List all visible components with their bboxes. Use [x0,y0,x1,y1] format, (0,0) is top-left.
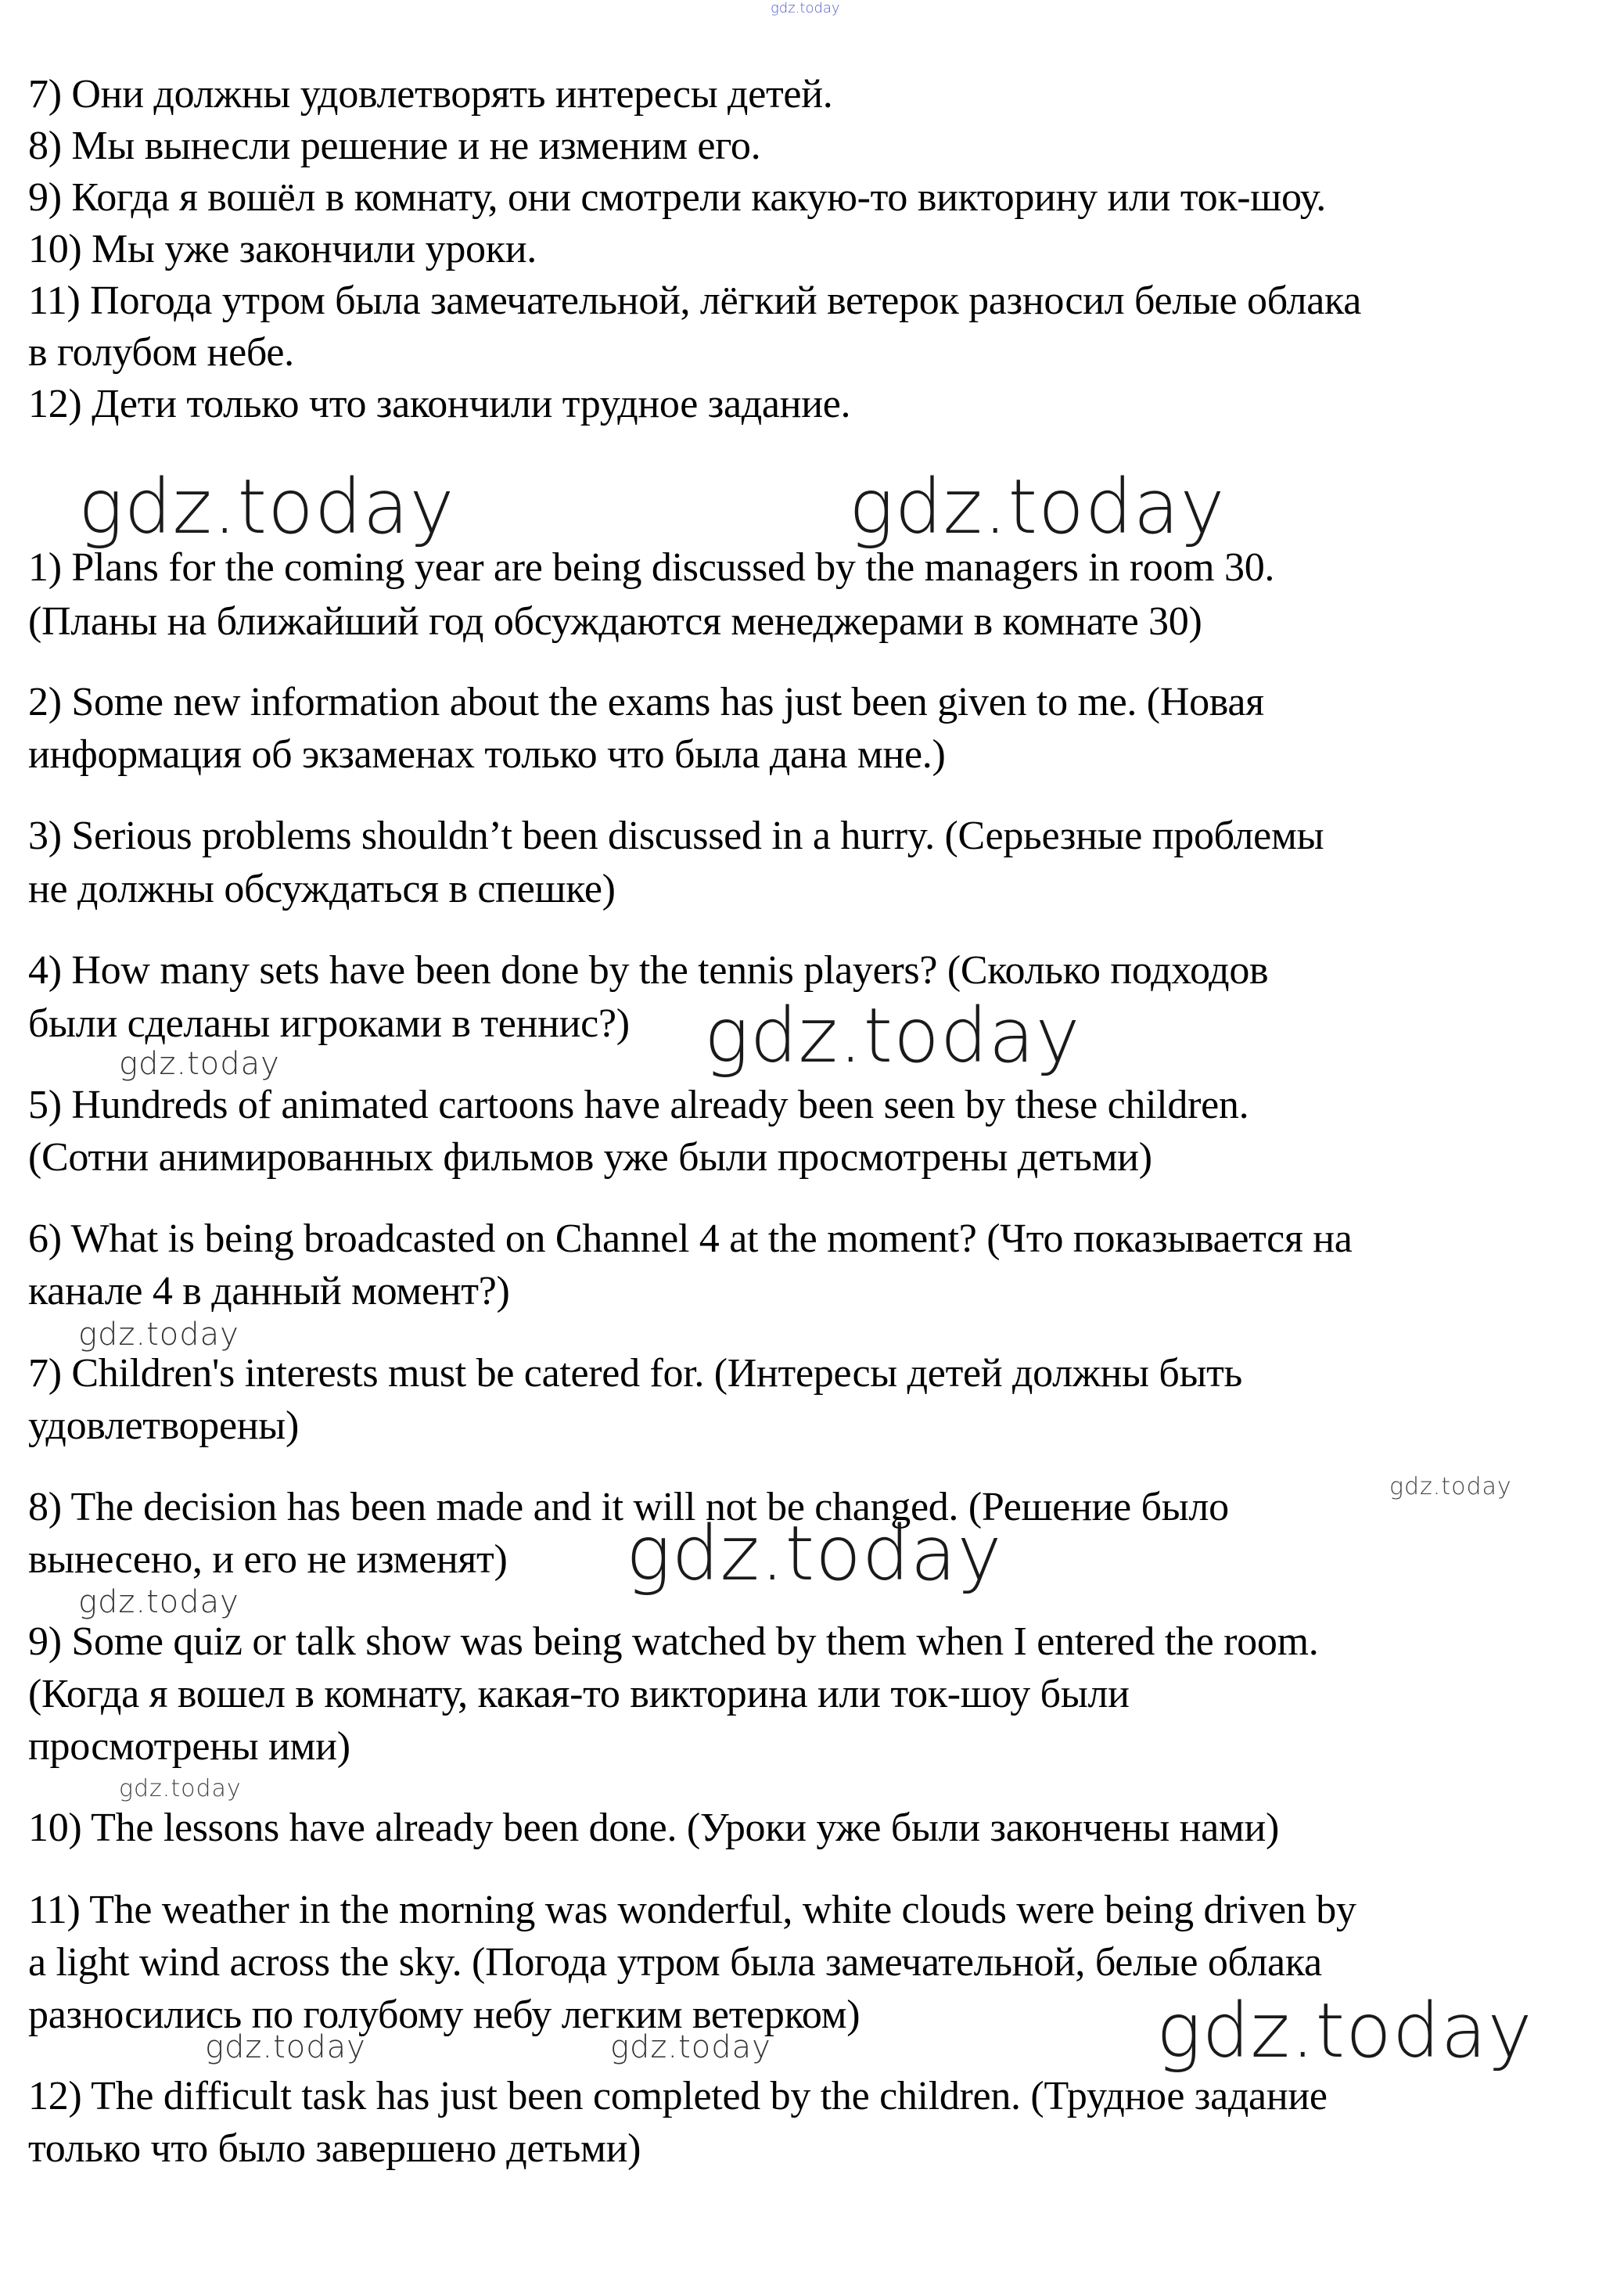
answer-1-line-1: 1) Plans for the coming year are being discussed by the managers in room 30. [28,545,1275,590]
answer-7-line-1: 7) Children's interests must be catered for. (Интересы детей должны быть [28,1351,1242,1396]
russian-sentence-9: 9) Когда я вошёл в комнату, они смотрели какую-то викторину или ток-шоу. [28,175,1326,220]
watermark-small-6: gdz.today [205,2029,366,2065]
answer-9-line-1: 9) Some quiz or talk show was being watched by them when I entered the room. [28,1619,1319,1664]
watermark-small-1: gdz.today [119,1046,280,1082]
watermark-big-2: gdz.today [849,463,1226,551]
header-watermark: gdz.today [771,0,840,16]
watermark-small-3: gdz.today [1389,1473,1512,1500]
answer-12-line-2: только что было завершено детьми) [28,2126,641,2171]
russian-sentence-12: 12) Дети только что закончили трудное задание. [28,382,851,426]
watermark-small-2: gdz.today [78,1317,239,1353]
answer-9-line-2: (Когда я вошел в комнату, какая-то викторина или ток-шоу были [28,1672,1130,1716]
answer-7-line-2: удовлетворены) [28,1403,299,1448]
watermark-small-5: gdz.today [119,1775,242,1802]
watermark-big-3: gdz.today [704,992,1081,1080]
answer-10-line-1: 10) The lessons have already been done. (Уроки уже были закончены нами) [28,1806,1280,1850]
answer-3-line-2: не должны обсуждаться в спешке) [28,867,616,911]
answer-4-line-1: 4) How many sets have been done by the tennis players? (Сколько подходов [28,948,1269,993]
answer-6-line-2: канале 4 в данный момент?) [28,1269,510,1313]
answer-4-line-2: были сделаны игроками в теннис?) [28,1001,630,1046]
russian-sentence-11-cont: в голубом небе. [28,330,294,375]
russian-sentence-8: 8) Мы вынесли решение и не изменим его. [28,124,761,168]
answer-2-line-1: 2) Some new information about the exams has just been given to me. (Новая [28,680,1264,724]
answer-11-line-3: разносились по голубому небу легким ветерком) [28,1993,861,2037]
answer-12-line-1: 12) The difficult task has just been completed by the children. (Трудное задание [28,2074,1328,2118]
answer-11-line-2: a light wind across the sky. (Погода утром была замечательной, белые облака [28,1940,1322,1985]
answer-1-line-2: (Планы на ближайший год обсуждаются менеджерами в комнате 30) [28,599,1202,644]
watermark-big-1: gdz.today [78,463,455,551]
answer-9-line-3: просмотрены ими) [28,1724,350,1769]
answer-8-line-1: 8) The decision has been made and it will not be changed. (Решение было [28,1485,1229,1529]
watermark-big-5: gdz.today [1156,1987,1533,2075]
answer-11-line-1: 11) The weather in the morning was wonderful, white clouds were being driven by [28,1888,1356,1932]
answer-2-line-2: информация об экзаменах только что была дана мне.) [28,732,946,777]
answer-5-line-2: (Сотни анимированных фильмов уже были просмотрены детьми) [28,1135,1152,1180]
russian-sentence-10: 10) Мы уже закончили уроки. [28,227,537,271]
watermark-small-4: gdz.today [78,1584,239,1620]
answer-3-line-1: 3) Serious problems shouldn’t been discussed in a hurry. (Серьезные проблемы [28,814,1324,858]
russian-sentence-7: 7) Они должны удовлетворять интересы детей. [28,72,833,117]
answer-8-line-2: вынесено, и его не изменят) [28,1537,508,1582]
russian-sentence-11: 11) Погода утром была замечательной, лёгкий ветерок разносил белые облака [28,278,1361,323]
watermark-big-4: gdz.today [626,1510,1003,1597]
answer-5-line-1: 5) Hundreds of animated cartoons have already been seen by these children. [28,1083,1249,1127]
watermark-small-7: gdz.today [610,2029,771,2065]
answer-6-line-1: 6) What is being broadcasted on Channel 4 at the moment? (Что показывается на [28,1216,1353,1261]
